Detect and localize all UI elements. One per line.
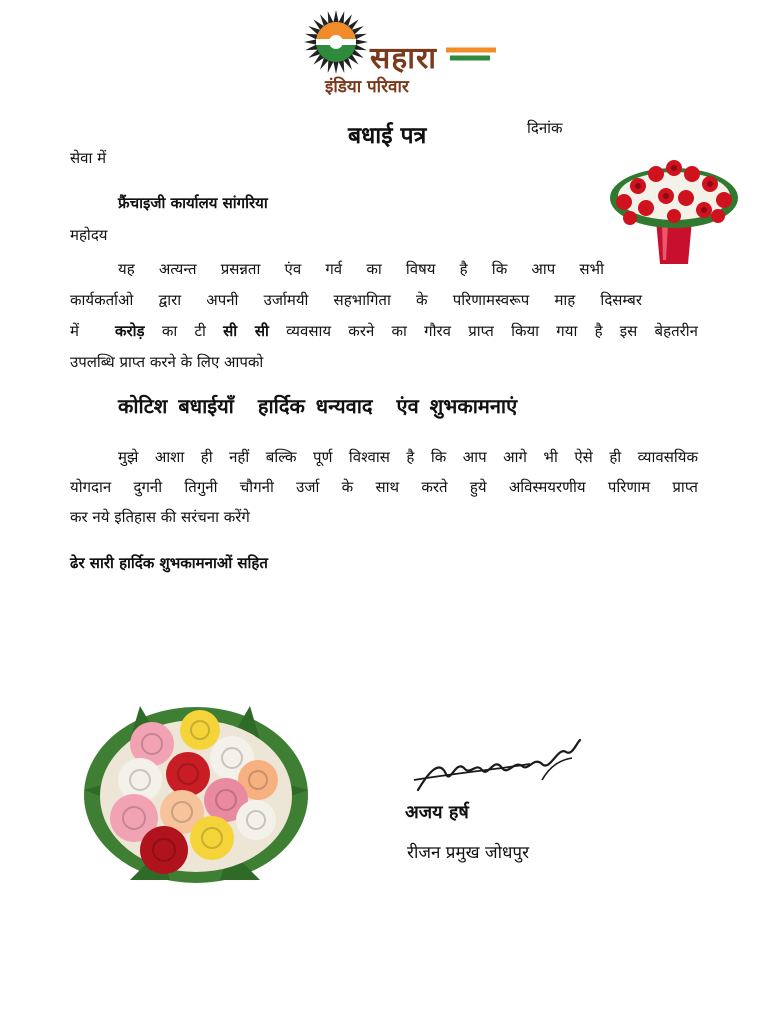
para1-line3 xyxy=(70,316,698,347)
para1-line2: कार्यकर्ताओ द्वारा अपनी उर्जामयी सहभागिता के परिणामस्वरूप माह दिसम्बर xyxy=(70,291,642,309)
para1-line4: उपलब्धि प्राप्त करने के लिए आपको xyxy=(70,353,264,371)
signatory-designation: रीजन प्रमुख जोधपुर xyxy=(407,843,530,863)
para1-line3-end: व्यवसाय करने का गौरव प्राप्त किया गया है इस बेहतरीन xyxy=(286,322,698,340)
addressee: फ्रैंचाइजी कार्यालय सांगरिया xyxy=(118,194,268,212)
signatory-name: अजय हर्ष xyxy=(405,802,469,823)
para1-line3-start: में xyxy=(70,322,79,340)
para2-line2: योगदान दुगनी तिगुनी चौगनी उर्जा के साथ करते हुये अविस्मयरणीय परिणाम प्राप्त xyxy=(70,478,698,496)
paragraph-2 xyxy=(70,442,698,532)
logo-brand-text: सहारा xyxy=(370,41,438,76)
letter-title: बधाई पत्र xyxy=(348,123,427,149)
greetings-line xyxy=(118,392,541,419)
rose-bouquet-icon xyxy=(80,700,315,894)
para1-line3-mid: का टी xyxy=(161,322,206,340)
greeting-part-2: हार्दिक धन्यवाद xyxy=(257,394,373,418)
salutation: सेवा में xyxy=(70,149,107,167)
para2-line1: मुझे आशा ही नहीं बल्कि पूर्ण विश्वास है कि आप आगे भी ऐसे ही व्यावसयिक xyxy=(118,448,698,466)
greeting-word: महोदय xyxy=(70,226,108,244)
logo-subtitle: इंडिया परिवार xyxy=(325,77,409,97)
amount-crore: करोड़ xyxy=(114,322,145,340)
handwritten-signature-icon xyxy=(410,730,585,804)
greeting-part-1: कोटिश बधाईयाँ xyxy=(118,394,234,418)
tcc-label: सी सी xyxy=(223,322,269,340)
para1-line1: यह अत्यन्त प्रसन्नता एंव गर्व का विषय है कि आप सभी xyxy=(118,260,604,278)
para2-line3: कर नये इतिहास की सरंचना करेंगे xyxy=(70,508,250,526)
greeting-part-3: एंव शुभकामनाएं xyxy=(396,394,518,418)
date-label: दिनांक xyxy=(527,119,563,137)
closing-line: ढेर सारी हार्दिक शुभकामनाओं सहित xyxy=(70,554,268,572)
paragraph-1 xyxy=(70,254,698,378)
